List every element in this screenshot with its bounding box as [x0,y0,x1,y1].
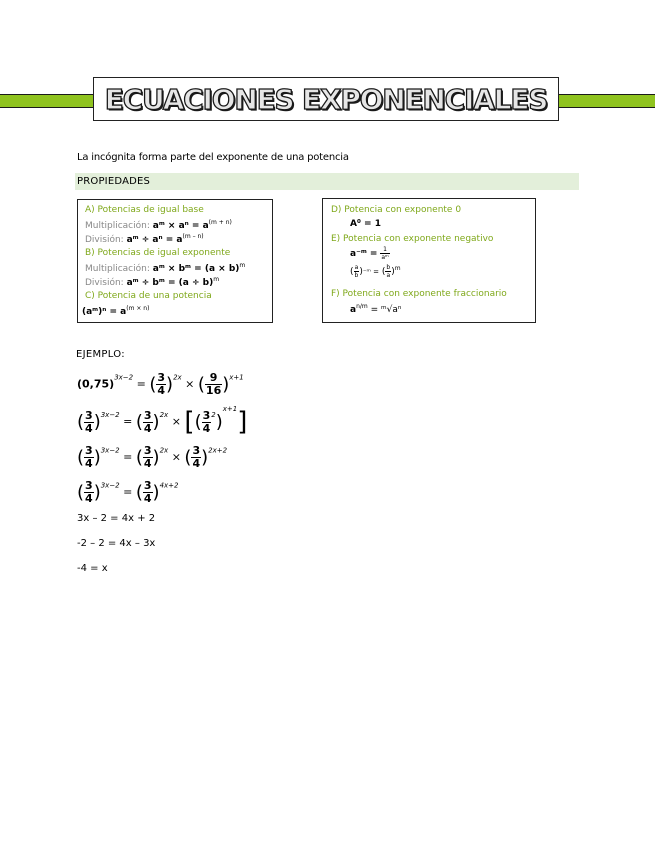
formula-exponent: (m × n) [126,305,150,312]
intro-text: La incógnita forma parte del exponente de una potencia [77,152,349,163]
title-bar-right [559,94,655,108]
fraction [84,480,94,505]
times: × [185,377,195,391]
property-e-formula-2: ( $\frac{a}{b}$ )⁻ᵐ = ( $\frac{b}{a}$ )$^m$ [350,264,401,279]
denominator: 4 [202,421,211,435]
example-heading: EJEMPLO: [76,349,125,360]
numerator: b [386,264,391,271]
formula: aᵐ × bᵐ = (a × b) [152,264,240,274]
denominator: 16 [205,384,222,397]
page-title: ECUACIONES EXPONENCIALES [104,82,548,116]
fraction [143,410,153,435]
property-b-division [85,276,219,288]
formula-exponent: (m – n) [182,233,204,240]
inner-exponent: 2 [211,411,216,419]
formula: (aᵐ)ⁿ = a [82,307,127,317]
formula-exponent: n/m [356,303,368,310]
property-e-formula-1 [350,246,390,261]
example-line-1: $(0,75)^{3x-2}$ = ( $\frac{3}{4}$ )$^{2x}$ × ( $\frac{9}{16}$ )$^{x+1}$ [77,371,244,397]
property-e-label: E) Potencia con exponente negativo [331,234,494,244]
numerator: 3 [85,479,93,492]
formula: aᵐ ÷ bᵐ = (a ÷ b) [126,278,214,288]
label: Multiplicación: [85,221,150,231]
label: División: [85,235,124,245]
numerator: 3 [143,444,152,457]
numerator: 3 [143,408,152,422]
formula-exponent: m [394,265,401,272]
denominator: aᵐ [381,254,389,261]
property-a-label: A) Potencias de igual base [85,205,204,215]
times: × [171,415,181,428]
property-a-division [85,233,204,245]
exponent: 3x−2 [100,411,120,419]
denominator: 4 [192,457,201,470]
outer-exponent: x+1 [222,405,238,413]
fraction [84,410,94,435]
numerator: 1 [380,246,389,254]
exponent: 4x+2 [159,481,179,490]
formula-middle: ⁻ᵐ = [362,268,379,276]
equals: = [123,415,133,428]
fraction [84,445,94,470]
denominator: 4 [143,492,152,505]
section-band [75,173,579,190]
denominator: 4 [85,457,93,470]
denominator: 4 [143,457,152,470]
formula-exponent: (m + n) [208,219,232,226]
formula-right: = ᵐ√aⁿ [370,305,402,315]
property-d-formula: A⁰ = 1 [350,219,381,229]
title-box [93,77,559,121]
formula-exponent: m [213,276,220,283]
numerator: 3 [143,479,152,492]
formula: aᵐ ÷ aⁿ = a [126,235,183,245]
fraction [191,445,201,470]
section-heading: PROPIEDADES [77,176,151,187]
exponent: 2x [159,446,169,455]
denominator: 4 [143,421,152,435]
example-line-3: ( $\frac{3}{4}$ )$^{3x-2}$ = ( $\frac{3}{4}$ )$^{2x}$ × ( $\frac{3}{4}$ )$^{2x+2}$ [77,444,228,470]
example-line-2: ( $\frac{3}{4}$ )$^{3x-2}$ = ( $\frac{3}{4}$ )$^{2x}$ × [( $\frac{3}{4}$ $^2$)$^{x+1}$] [77,405,248,437]
numerator: 3 [157,371,166,384]
equals: = [123,450,133,464]
label: División: [85,278,124,288]
denominator: a [386,272,391,279]
property-c-formula [82,305,149,317]
fraction [143,445,153,470]
fraction [380,246,389,261]
equals: = [123,485,133,499]
numerator: 3 [192,444,201,457]
property-f-formula [350,303,401,315]
fraction [205,372,222,397]
equals: = [136,377,146,391]
title-bar-left [0,94,96,108]
numerator: 3 [85,444,93,457]
property-a-multiplication [85,219,232,231]
exponent: 2x+2 [208,446,228,455]
properties-box-right [322,198,536,323]
times: × [171,450,181,464]
example-line-6: -2 – 2 = 4x – 3x [77,538,156,549]
formula-exponent: m [239,262,246,269]
numerator: 3 [202,408,211,422]
numerator: 9 [205,372,222,385]
example-line-4: ( $\frac{3}{4}$ )$^{3x-2}$ = ( $\frac{3}{4}$ )$^{4x+2}$ [77,479,179,505]
exponent: x+1 [229,373,244,382]
denominator: 4 [85,421,93,435]
denominator: 4 [85,492,93,505]
denominator: b [354,272,359,279]
property-d-label: D) Potencia con exponente 0 [331,205,462,215]
property-f-label: F) Potencia con exponente fraccionario [331,289,507,299]
label: Multiplicación: [85,264,150,274]
formula-left: a⁻ᵐ = [350,249,378,259]
properties-box-left [77,199,273,323]
fraction [202,410,212,435]
exponent: 2x [159,411,169,419]
exponent: 3x−2 [114,373,134,382]
numerator: 3 [85,408,93,422]
numerator: a [354,264,359,271]
base: (0,75) [77,377,115,391]
property-b-label: B) Potencias de igual exponente [85,248,231,258]
exponent: 2x [173,373,182,382]
exponent: 3x−2 [100,446,120,455]
exponent: 3x−2 [100,481,120,490]
formula: aᵐ × aⁿ = a [152,221,209,231]
formula-base: a [350,305,357,315]
property-b-multiplication [85,262,245,274]
fraction [156,372,166,397]
example-line-5: 3x – 2 = 4x + 2 [77,513,156,524]
property-c-label: C) Potencia de una potencia [85,291,212,301]
example-line-7: -4 = x [77,563,108,574]
fraction [143,480,153,505]
denominator: 4 [157,384,166,397]
